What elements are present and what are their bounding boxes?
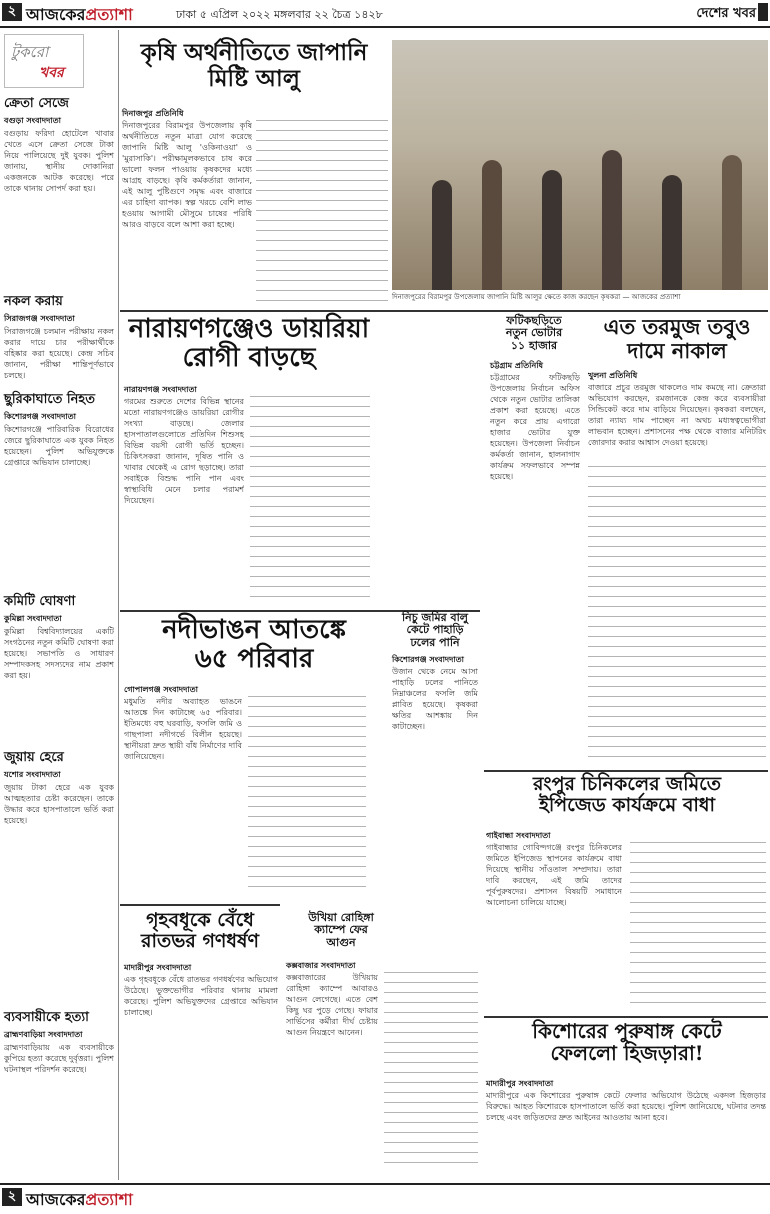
sidebar-item-text: বগুড়ায় ফরিদা হোটেলে খাবার খেতে এসে ক্রেতা সেজে টাকা নিয়ে পালিয়েছে দুই যুবক। পুলিশ জানায়, স্থানীয় দোকানিরা একজনকে আটক করেছে। পরে তাকে থানায় সোপর্দ করা হয়। (4, 129, 114, 193)
sidebar-item-title: ছুরিকাঘাতে নিহত (4, 392, 95, 407)
article-body: চট্টগ্রামের ফটিকছড়ি উপজেলায় নির্বাচন অফিস থেকে নতুন ভোটার তালিকা প্রকাশ করা হয়েছে। এতে নতুন করে প্রায় এগারো হাজার ভোটার যুক্ত হয়েছেন। উপজেলা নির্বাচন কর্মকর্তা জানান, হালনাগাদ কার্যক্রম সফলভাবে সম্পন্ন হয়েছে। (490, 373, 580, 481)
article-body-continued (256, 120, 388, 302)
article-body-continued (384, 972, 478, 1172)
headline-patiya: ফটিকছড়িতে নতুন ভোটার ১১ হাজার (505, 314, 563, 352)
article-body: দিনাজপুরের বিরামপুর উপজেলায় কৃষি অর্থনীতিতে নতুন মাত্রা যোগ করেছে জাপানি মিষ্টি আলু 'ওকিনাওয়া' ও 'মুরাসাকি'। পরীক্ষামূলকভাবে চাষ করে ভালো ফলন পাওয়ায় কৃষকদের মধ্যে আগ্রহ বাড়ছে। কৃষি কর্মকর্তারা জানান, এই আলু পুষ্টিগুণে সমৃদ্ধ এবং বাজারে এর চাহিদা ব্যাপক। স্বল্প খরচে বেশি লাভ হওয়ায় আগামী মৌসুমে চাষের পরিধি আরও বাড়বে বলে আশা করা হচ্ছে। (122, 121, 252, 229)
footer-logo: আজকেরপ্রত্যাশা (26, 1190, 133, 1209)
byline: কিশোরগঞ্জ সংবাদদাতা (392, 655, 464, 664)
divider (120, 310, 768, 312)
section-tab (758, 3, 768, 21)
byline: গাইবান্ধা সংবাদদাতা (486, 831, 551, 840)
byline: গোপালগঞ্জ সংবাদদাতা (124, 685, 198, 694)
divider (120, 904, 280, 906)
byline: মাদারীপুর সংবাদদাতা (486, 1079, 554, 1088)
sidebar-item-title: জুয়ায় হেরে (4, 750, 64, 765)
sidebar-item (4, 390, 114, 609)
divider (484, 770, 768, 772)
sidebar-logo: টুকরো খবর (4, 34, 84, 88)
headline-river: নদীভাঙন আতঙ্কে ৬৫ পরিবার (162, 615, 346, 675)
sidebar-item-byline: বগুড়া সংবাদদাতা (4, 116, 61, 125)
sidebar-item-byline: কিশোরগঞ্জ সংবাদদাতা (4, 412, 76, 421)
byline: খুলনা প্রতিনিধি (588, 371, 638, 380)
sidebar-item-title: নকল করায় (4, 294, 63, 309)
sidebar-item-text: ব্রাহ্মণবাড়িয়ায় এক ব্যবসায়ীকে কুপিয়ে হত্যা করেছে দুর্বৃত্তরা। পুলিশ ঘটনাস্থল পরিদর্শন করেছে। (4, 1043, 114, 1074)
byline: কক্সবাজার সংবাদদাতা (286, 961, 356, 970)
byline: মাদারীপুর সংবাদদাতা (124, 963, 192, 972)
sidebar-item (4, 292, 114, 406)
sidebar-item-text: সিরাজগঞ্জে চলমান পরীক্ষায় নকল করার দায়ে চার পরীক্ষার্থীকে বহিষ্কার করা হয়েছে। কেন্দ্র সচিব জানান, পরীক্ষা শান্তিপূর্ণভাবে চলছে। (4, 327, 114, 380)
sidebar-item-byline: সিরাজগঞ্জ সংবাদদাতা (4, 314, 75, 323)
article-body: মাদারীপুরে এক কিশোরের পুরুষাঙ্গ কেটে ফেলার অভিযোগ উঠেছে একদল হিজড়ার বিরুদ্ধে। আহত কিশোরকে হাসপাতালে ভর্তি করা হয়েছে। পুলিশ জানিয়েছে, ঘটনার তদন্ত চলছে এবং জড়িতদের দ্রুত আইনের আওতায় আনা হবে। (486, 1091, 766, 1122)
dateline: ঢাকা ৫ এপ্রিল ২০২২ মঙ্গলবার ২২ চৈত্র ১৪২৮ (176, 8, 383, 21)
article-body: মধুমতি নদীর অব্যাহত ভাঙনে আতঙ্কে দিন কাটাচ্ছে ৬৫ পরিবার। ইতিমধ্যে বহু ঘরবাড়ি, ফসলি জমি ও গাছপালা নদীগর্ভে বিলীন হয়েছে। স্থানীয়রা দ্রুত স্থায়ী বাঁধ নির্মাণের দাবি জানিয়েছেন। (124, 697, 242, 761)
sidebar-item-byline: কুমিল্লা সংবাদদাতা (4, 614, 62, 623)
headline-diarrhea: নারায়ণগঞ্জেও ডায়রিয়া রোগী বাড়ছে (128, 314, 370, 374)
sidebar-item-byline: ব্রাহ্মণবাড়িয়া সংবাদদাতা (4, 1030, 83, 1039)
article-body: এক গৃহবধূকে বেঁধে রাতভর গণধর্ষণের অভিযোগ উঠেছে। ভুক্তভোগীর পরিবার থানায় মামলা করেছে। পুলিশ অভিযুক্তদের গ্রেপ্তারে অভিযান চালাচ্ছে। (124, 975, 278, 1017)
sidebar-item-text: কুমিল্লা বিশ্ববিদ্যালয়ের একটি সংগঠনের নতুন কমিটি ঘোষণা করা হয়েছে। সভাপতি ও সাধারণ সম্পাদকসহ সদস্যদের নাম প্রকাশ করা হয়। (4, 627, 114, 680)
news-photo (392, 40, 768, 290)
headline-watermelon: এত তরমুজ তবুও দামে নাকাল (603, 314, 751, 363)
article-body: উজান থেকে নেমে আসা পাহাড়ি ঢলের পানিতে নিম্নাঞ্চলের ফসলি জমি প্লাবিত হয়েছে। কৃষকরা ক্ষতির আশঙ্কায় দিন কাটাচ্ছেন। (392, 667, 478, 731)
headline-hijra: কিশোরের পুরুষাঙ্গ কেটে ফেললো হিজড়ারা! (532, 1019, 722, 1066)
sidebar-item (4, 1008, 114, 1192)
article-body-continued (250, 396, 370, 606)
headline-hill: নিচু জমির বালু কেটে পাহাড়ি ঢলের পানি (402, 611, 468, 649)
sidebar-item-text: কিশোরগঞ্জে পারিবারিক বিরোধের জেরে ছুরিকাঘাতে এক যুবক নিহত হয়েছেন। পুলিশ অভিযুক্তকে গ্রেপ্তারে অভিযান চালাচ্ছে। (4, 425, 114, 467)
byline: চট্টগ্রাম প্রতিনিধি (490, 361, 544, 370)
sidebar-item (4, 748, 114, 1027)
headline-potato: কৃষি অর্থনীতিতে জাপানি মিষ্টি আলু (140, 39, 368, 92)
sidebar-item (4, 592, 114, 771)
article-body-continued (248, 696, 366, 896)
article-body: কক্সবাজারের উখিয়ায় রোহিঙ্গা ক্যাম্পে আবারও আগুন লেগেছে। এতে বেশ কিছু ঘর পুড়ে গেছে। ফায়ার সার্ভিসের কর্মীরা দীর্ঘ চেষ্টায় আগুন নিয়ন্ত্রণে আনেন। (286, 973, 378, 1037)
byline: নারায়ণগঞ্জ সংবাদদাতা (124, 385, 197, 394)
sidebar-item (4, 94, 114, 308)
byline: দিনাজপুর প্রতিনিধি (122, 109, 184, 118)
headline-rangpur: রংপুর চিনিকলের জমিতে ইপিজেড কার্যক্রমে বাধা (532, 773, 722, 817)
article-body: বাজারে প্রচুর তরমুজ থাকলেও দাম কমছে না। ক্রেতারা অভিযোগ করছেন, রমজানকে কেন্দ্র করে ব্যবসায়ীরা সিন্ডিকেট করে দাম বাড়িয়ে দিয়েছেন। কৃষকরা বলছেন, তারা ন্যায্য দাম পাচ্ছেন না অথচ মধ্যস্বত্বভোগীরা লাভবান হচ্ছেন। প্রশাসনের পক্ষ থেকে বাজার মনিটরিং জোরদার করার আশ্বাস দেওয়া হয়েছে। (588, 383, 766, 447)
page-number: ২ (2, 3, 22, 21)
headline-assault: গৃহবধূকে বেঁধে রাতভর গণধর্ষণ (141, 909, 259, 953)
sidebar-item-text: জুয়ায় টাকা হেরে এক যুবক আত্মহত্যার চেষ্টা করেছেন। তাকে উদ্ধার করে হাসপাতালে ভর্তি করা হয়েছে। (4, 783, 114, 825)
footer-page-number: ২ (2, 1188, 22, 1206)
article-body-continued (588, 466, 766, 766)
article-body: গরমের শুরুতে দেশের বিভিন্ন স্থানের মতো নারায়ণগঞ্জেও ডায়রিয়া রোগীর সংখ্যা বাড়ছে। জেলার হাসপাতালগুলোতে প্রতিদিন শিশুসহ বিভিন্ন বয়সী রোগী ভর্তি হচ্ছেন। চিকিৎসকরা জানান, দূষিত পানি ও খাবার থেকেই এ রোগ ছড়াচ্ছে। তারা সবাইকে বিশুদ্ধ পানি পান এবং স্বাস্থ্যবিধি মেনে চলার পরামর্শ দিয়েছেন। (124, 397, 244, 505)
masthead-logo: আজকেরপ্রত্যাশা (26, 5, 133, 24)
sidebar-item-title: ক্রেতা সেজে (4, 96, 69, 111)
article-body-continued (630, 842, 766, 1012)
sidebar-item-title: কমিটি ঘোষণা (4, 594, 76, 609)
sidebar-item-byline: যশোর সংবাদদাতা (4, 770, 61, 779)
sidebar-item-title: ব্যবসায়ীকে হত্যা (4, 1010, 89, 1025)
article-body: গাইবান্ধার গোবিন্দগঞ্জে রংপুর চিনিকলের জমিতে ইপিজেড স্থাপনের কার্যক্রমে বাধা দিয়েছে স্থানীয় সাঁওতাল সম্প্রদায়। তারা দাবি করছেন, এই জমি তাদের পূর্বপুরুষদের। প্রশাসন বিষয়টি সমাধানে আলোচনা চালিয়ে যাচ্ছে। (486, 843, 622, 907)
headline-rohingya: উখিয়া রোহিঙ্গা ক্যাম্পে ফের আগুন (308, 911, 374, 949)
section-title: দেশের খবর (696, 6, 756, 21)
photo-caption: দিনাজপুরের বিরামপুর উপজেলায় জাপানি মিষ্টি আলুর ক্ষেতে কাজ করছেন কৃষকরা — আজকের প্রত্যাশা (392, 293, 681, 301)
divider (484, 1016, 768, 1018)
